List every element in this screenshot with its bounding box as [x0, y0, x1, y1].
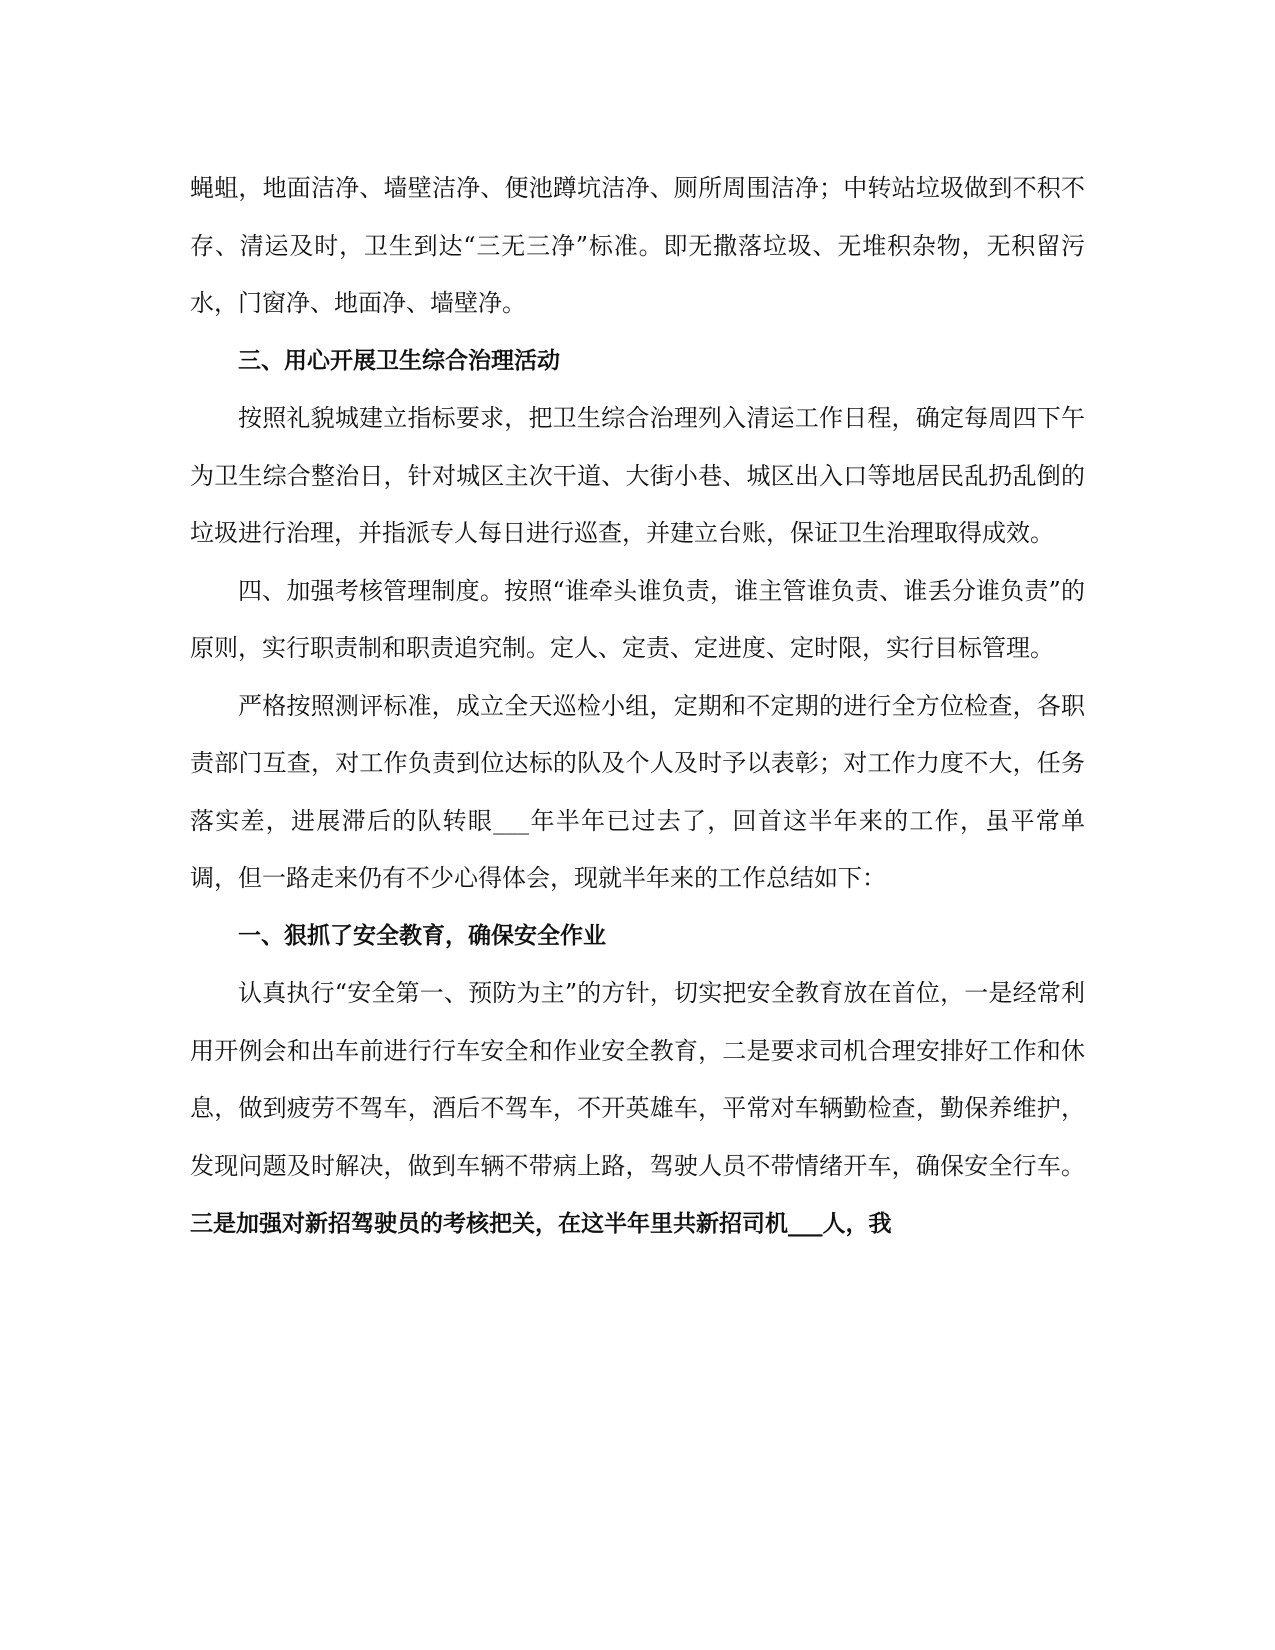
- document-body: [190, 160, 1085, 1254]
- safety-education-bold-text: 三是加强对新招驾驶员的考核把关，在这半年里共新招司机___人，我: [190, 1211, 892, 1237]
- paragraph-inspection-standards: 严格按照测评标准，成立全天巡检小组，定期和不定期的进行全方位检查，各职责部门互查，对工作负责到位达标的队及个人及时予以表彰；对工作力度不大，任务落实差，进展滞后的队转眼___年半年已过去了，回首这半年来的工作，虽平常单调，但一路走来仍有不少心得体会，现就半年来的工作总结如下：: [190, 691, 1085, 892]
- section-heading-3: 三、用心开展卫生综合治理活动: [238, 347, 560, 374]
- safety-education-text: 认真执行“安全第一、预防为主”的方针，切实把安全教育放在首位，一是经常利用开例会和出车前进行行车安全和作业安全教育，二是要求司机合理安排好工作和休息，做到疲劳不驾车，酒后不驾车，不开英雄车，平常对车辆勤检查，勤保养维护，发现问题及时解决，做到车辆不带病上路，驾驶人员不带情绪开车，确保安全行车。: [190, 979, 1085, 1180]
- paragraph-safety-education: [190, 965, 1085, 1254]
- paragraph-assessment-system: 四、加强考核管理制度。按照“谁牵头谁负责，谁主管谁负责、谁丢分谁负责”的原则，实行职责制和职责追究制。定人、定责、定进度、定时限，实行目标管理。: [190, 576, 1085, 662]
- paragraph-continuation: 蝇蛆，地面洁净、墙壁洁净、便池蹲坑洁净、厕所周围洁净；中转站垃圾做到不积不存、清运及时，卫生到达“三无三净”标准。即无撒落垃圾、无堆积杂物，无积留污水，门窗净、地面净、墙壁净。: [190, 174, 1085, 317]
- section-heading-1: 一、狠抓了安全教育，确保安全作业: [238, 922, 606, 949]
- paragraph-sanitation-governance: 按照礼貌城建立指标要求，把卫生综合治理列入清运工作日程，确定每周四下午为卫生综合整治日，针对城区主次干道、大街小巷、城区出入口等地居民乱扔乱倒的垃圾进行治理，并指派专人每日进行巡查，并建立台账，保证卫生治理取得成效。: [190, 404, 1085, 547]
